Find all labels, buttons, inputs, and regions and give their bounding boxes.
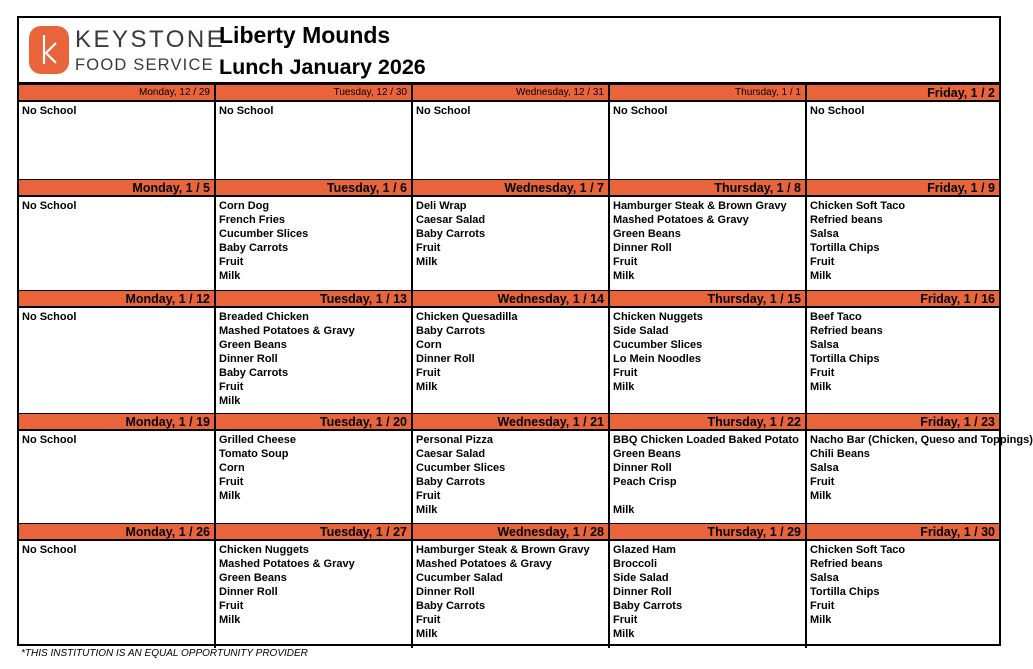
menu-items [413, 308, 608, 394]
menu-item: Chicken Nuggets [613, 311, 703, 323]
menu-item: Milk [219, 270, 241, 282]
day-cell [413, 179, 610, 290]
menu-item: Fruit [810, 476, 835, 488]
menu-item: No School [613, 105, 668, 117]
menu-item: Milk [416, 381, 438, 393]
day-header: Tuesday, 1 / 13 [216, 290, 411, 308]
menu-item: Milk [219, 490, 241, 502]
menu-title: Lunch January 2026 [219, 55, 426, 79]
day-header: Friday, 1 / 30 [807, 523, 999, 541]
menu-item: Cucumber Salad [416, 572, 503, 584]
day-cell [19, 179, 216, 290]
menu-item: Tortilla Chips [810, 242, 880, 254]
menu-item: BBQ Chicken Loaded Baked Potato [613, 434, 799, 446]
day-cell [807, 84, 999, 179]
day-header: Thursday, 1 / 15 [610, 290, 805, 308]
day-header: Thursday, 1 / 1 [610, 84, 805, 102]
menu-item: Fruit [219, 256, 244, 268]
menu-item: Cucumber Slices [416, 462, 506, 474]
menu-item: Lo Mein Noodles [613, 353, 701, 365]
menu-item: Fruit [416, 242, 441, 254]
menu-item: Hamburger Steak & Brown Gravy [613, 200, 787, 212]
menu-item: Baby Carrots [416, 325, 486, 337]
menu-item: Mashed Potatoes & Gravy [219, 558, 355, 570]
header [19, 18, 999, 84]
menu-item: Dinner Roll [613, 242, 672, 254]
menu-item: Baby Carrots [613, 600, 683, 612]
menu-item: Dinner Roll [219, 586, 278, 598]
menu-item: Chicken Soft Taco [810, 544, 906, 556]
menu-items [413, 197, 608, 269]
menu-item: Fruit [416, 490, 441, 502]
menu-item: Milk [613, 270, 635, 282]
menu-items [19, 197, 214, 213]
menu-item: Fruit [810, 256, 835, 268]
menu-item: Cucumber Slices [219, 228, 309, 240]
brand-subtitle: FOOD SERVICE [75, 56, 214, 74]
day-header: Wednesday, 1 / 21 [413, 413, 608, 431]
day-cell [216, 523, 413, 648]
menu-items [19, 308, 214, 324]
menu-item: Salsa [810, 572, 839, 584]
day-header: Monday, 1 / 26 [19, 523, 214, 541]
menu-item: Corn [219, 462, 245, 474]
menu-item: Dinner Roll [416, 586, 475, 598]
week-row [19, 290, 999, 413]
menu-item: Broccoli [613, 558, 658, 570]
day-header: Friday, 1 / 16 [807, 290, 999, 308]
day-header: Thursday, 1 / 22 [610, 413, 805, 431]
menu-item: Milk [416, 256, 438, 268]
menu-items [216, 102, 411, 118]
menu-items [216, 308, 411, 408]
day-header: Tuesday, 1 / 6 [216, 179, 411, 197]
day-cell [413, 290, 610, 413]
menu-item: Tortilla Chips [810, 586, 880, 598]
menu-items [610, 308, 805, 394]
menu-item: Green Beans [219, 572, 287, 584]
menu-item: Milk [810, 270, 832, 282]
day-header: Monday, 1 / 19 [19, 413, 214, 431]
menu-items [413, 431, 608, 517]
calendar-grid [19, 84, 1033, 648]
week-row [19, 413, 1033, 523]
menu-item: Dinner Roll [613, 462, 672, 474]
menu-item: Glazed Ham [613, 544, 676, 556]
menu-item: Mashed Potatoes & Gravy [219, 325, 355, 337]
school-name: Liberty Mounds [219, 22, 391, 48]
menu-items [807, 102, 999, 118]
keystone-logo-icon [29, 26, 69, 74]
menu-item: Green Beans [613, 228, 681, 240]
day-cell [807, 179, 999, 290]
day-header: Monday, 1 / 5 [19, 179, 214, 197]
day-cell [807, 523, 999, 648]
day-cell [807, 290, 999, 413]
day-cell [413, 413, 610, 523]
menu-item: Baby Carrots [416, 600, 486, 612]
menu-item: Fruit [613, 614, 638, 626]
menu-item: Breaded Chicken [219, 311, 309, 323]
menu-item: Caesar Salad [416, 214, 486, 226]
menu-item: Fruit [613, 256, 638, 268]
menu-item: Corn [416, 339, 442, 351]
day-cell [807, 413, 1033, 523]
day-header: Wednesday, 1 / 7 [413, 179, 608, 197]
menu-item: Fruit [219, 381, 244, 393]
menu-item: Chili Beans [810, 448, 870, 460]
menu-items [19, 541, 214, 557]
menu-item: No School [22, 200, 77, 212]
menu-item: No School [219, 105, 274, 117]
menu-item: Milk [810, 490, 832, 502]
day-header: Thursday, 1 / 29 [610, 523, 805, 541]
week-row [19, 179, 999, 290]
day-header: Wednesday, 1 / 28 [413, 523, 608, 541]
day-cell [413, 523, 610, 648]
menu-item: Milk [613, 381, 635, 393]
menu-items [807, 431, 1033, 503]
day-header: Wednesday, 12 / 31 [413, 84, 608, 102]
week-row [19, 523, 999, 648]
menu-item: Salsa [810, 339, 839, 351]
day-header: Monday, 1 / 12 [19, 290, 214, 308]
day-header: Friday, 1 / 2 [807, 84, 999, 102]
day-header: Thursday, 1 / 8 [610, 179, 805, 197]
menu-item: Peach Crisp [613, 476, 677, 488]
menu-item: French Fries [219, 214, 286, 226]
menu-item: Grilled Cheese [219, 434, 297, 446]
menu-item: Cucumber Slices [613, 339, 703, 351]
menu-item [613, 489, 805, 503]
menu-items [216, 541, 411, 627]
day-header: Wednesday, 1 / 14 [413, 290, 608, 308]
menu-item: Fruit [416, 614, 441, 626]
menu-item: Baby Carrots [416, 476, 486, 488]
menu-item: Milk [810, 381, 832, 393]
day-header: Tuesday, 1 / 27 [216, 523, 411, 541]
menu-item: Milk [416, 628, 438, 640]
day-header: Friday, 1 / 23 [807, 413, 999, 431]
menu-items [807, 541, 999, 627]
menu-item: Refried beans [810, 325, 883, 337]
day-cell [216, 290, 413, 413]
menu-items [413, 541, 608, 641]
menu-item: Dinner Roll [416, 353, 475, 365]
menu-items [19, 431, 214, 447]
menu-items [807, 308, 999, 394]
menu-item: Nacho Bar (Chicken, Queso and Toppings) [810, 434, 1033, 446]
menu-item: Corn Dog [219, 200, 270, 212]
day-cell [19, 290, 216, 413]
menu-items [413, 102, 608, 118]
menu-items [610, 102, 805, 118]
menu-item: Milk [219, 614, 241, 626]
menu-items [610, 197, 805, 283]
menu-item: Fruit [416, 367, 441, 379]
menu-item: No School [416, 105, 471, 117]
menu-item: Baby Carrots [219, 367, 289, 379]
menu-items [610, 541, 805, 641]
menu-item: Green Beans [219, 339, 287, 351]
menu-item: Salsa [810, 462, 839, 474]
day-header: Friday, 1 / 9 [807, 179, 999, 197]
day-cell [610, 413, 807, 523]
menu-items [19, 102, 214, 118]
menu-item: Hamburger Steak & Brown Gravy [416, 544, 590, 556]
day-cell [610, 523, 807, 648]
day-cell [19, 523, 216, 648]
menu-item: Beef Taco [810, 311, 862, 323]
menu-item: Fruit [810, 600, 835, 612]
menu-item: Green Beans [613, 448, 681, 460]
menu-item: Tomato Soup [219, 448, 289, 460]
menu-items [216, 431, 411, 503]
menu-item: Salsa [810, 228, 839, 240]
menu-item: Dinner Roll [613, 586, 672, 598]
menu-item: No School [22, 311, 77, 323]
day-cell [19, 413, 216, 523]
menu-item: Personal Pizza [416, 434, 494, 446]
menu-item: Fruit [219, 476, 244, 488]
day-cell [610, 179, 807, 290]
menu-items [216, 197, 411, 283]
menu-item: No School [22, 544, 77, 556]
menu-item: Mashed Potatoes & Gravy [416, 558, 552, 570]
menu-item: No School [810, 105, 865, 117]
day-cell [610, 290, 807, 413]
day-cell [216, 84, 413, 179]
menu-items [807, 197, 999, 283]
day-cell [216, 179, 413, 290]
menu-item: Refried beans [810, 214, 883, 226]
menu-item: Milk [613, 628, 635, 640]
day-cell [413, 84, 610, 179]
week-row [19, 84, 999, 179]
day-cell [610, 84, 807, 179]
menu-item: Milk [810, 614, 832, 626]
menu-item: Fruit [810, 367, 835, 379]
day-cell [19, 84, 216, 179]
day-header: Tuesday, 1 / 20 [216, 413, 411, 431]
menu-item: Milk [219, 395, 241, 407]
menu-item: Chicken Nuggets [219, 544, 309, 556]
footer-note: *THIS INSTITUTION IS AN EQUAL OPPORTUNITY PROVIDER [21, 648, 308, 659]
menu-item: Deli Wrap [416, 200, 467, 212]
menu-item: Fruit [613, 367, 638, 379]
menu-item: Dinner Roll [219, 353, 278, 365]
menu-item: Chicken Soft Taco [810, 200, 906, 212]
day-header: Monday, 12 / 29 [19, 84, 214, 102]
menu-item: Caesar Salad [416, 448, 486, 460]
menu-item: Side Salad [613, 572, 669, 584]
menu-item: Refried beans [810, 558, 883, 570]
menu-item: Baby Carrots [416, 228, 486, 240]
menu-item: Milk [613, 504, 635, 516]
brand-name: KEYSTONE [75, 26, 226, 53]
menu-calendar [17, 16, 1033, 646]
menu-item: Mashed Potatoes & Gravy [613, 214, 749, 226]
menu-item: No School [22, 434, 77, 446]
menu-item: Baby Carrots [219, 242, 289, 254]
menu-item: Milk [416, 504, 438, 516]
menu-items [610, 431, 805, 517]
menu-item: Chicken Quesadilla [416, 311, 518, 323]
day-header: Tuesday, 12 / 30 [216, 84, 411, 102]
menu-item: Tortilla Chips [810, 353, 880, 365]
menu-item: No School [22, 105, 77, 117]
menu-item: Fruit [219, 600, 244, 612]
day-cell [216, 413, 413, 523]
menu-item: Side Salad [613, 325, 669, 337]
